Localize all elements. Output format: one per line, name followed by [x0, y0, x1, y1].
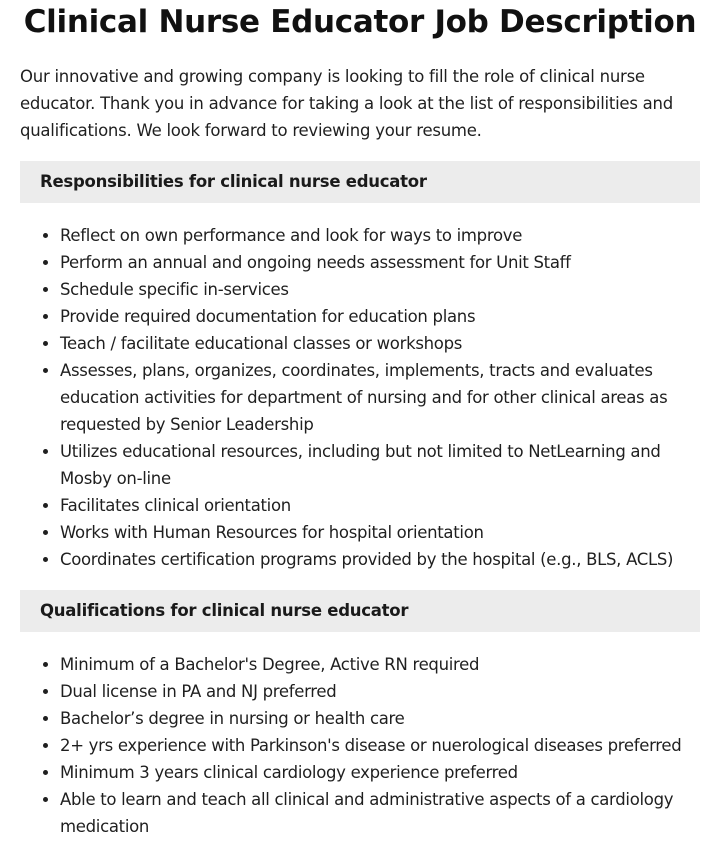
list-item: Dual license in PA and NJ preferred [60, 678, 700, 705]
list-item: 2+ yrs experience with Parkinson's disease or nuerological diseases preferred [60, 732, 700, 759]
list-item: Utilizes educational resources, including but not limited to NetLearning and Mosby on-line [60, 438, 700, 492]
list-item: Schedule specific in-services [60, 276, 700, 303]
page-title: Clinical Nurse Educator Job Description [23, 4, 697, 40]
list-item: Minimum of a Bachelor's Degree, Active RN required [60, 651, 700, 678]
list-item: Provide required documentation for education plans [60, 303, 700, 330]
list-item: Minimum 3 years clinical cardiology experience preferred [60, 759, 700, 786]
list-item: Able to learn and teach all clinical and administrative aspects of a cardiology medication [60, 786, 700, 840]
list-item: Teach / facilitate educational classes or workshops [60, 330, 700, 357]
qualifications-list [20, 651, 700, 840]
list-item: Reflect on own performance and look for ways to improve [60, 222, 700, 249]
intro-paragraph: Our innovative and growing company is looking to fill the role of clinical nurse educator. Thank you in advance for taking a look at the list of responsibilities and qualifications. We look forward to reviewing your resume. [20, 67, 673, 140]
list-item: Works with Human Resources for hospital orientation [60, 519, 700, 546]
responsibilities-list [20, 222, 700, 573]
list-item: Coordinates certification programs provided by the hospital (e.g., BLS, ACLS) [60, 546, 700, 573]
list-item: Assesses, plans, organizes, coordinates, implements, tracts and evaluates education activities for department of nursing and for other clinical areas as requested by Senior Leadership [60, 357, 700, 438]
responsibilities-heading: Responsibilities for clinical nurse educator [20, 161, 700, 203]
qualifications-heading: Qualifications for clinical nurse educator [20, 590, 700, 632]
list-item: Bachelor’s degree in nursing or health care [60, 705, 700, 732]
list-item: Facilitates clinical orientation [60, 492, 700, 519]
list-item: Perform an annual and ongoing needs assessment for Unit Staff [60, 249, 700, 276]
